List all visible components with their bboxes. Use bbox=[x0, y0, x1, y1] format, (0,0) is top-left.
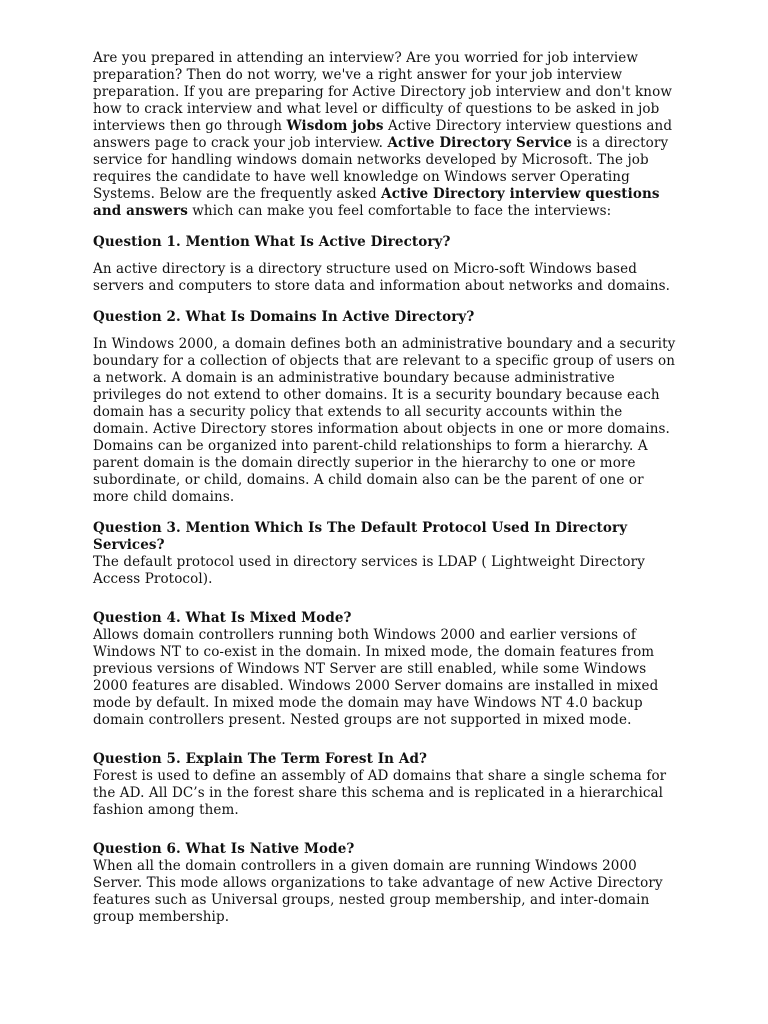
question-6-answer: When all the domain controllers in a given domain are running Windows 2000 Server. This mode allows organizations to take advantage of new Active Directory features such as Universal groups, nested group membership, and inter-domain group membership. bbox=[93, 858, 663, 925]
question-1-answer: An active directory is a directory structure used on Micro-soft Windows based servers and computers to store data and information about networks and domains. bbox=[93, 261, 671, 294]
intro-paragraph bbox=[93, 50, 678, 220]
question-1-title: Question 1. Mention What Is Active Directory? bbox=[93, 234, 451, 250]
intro-text-2: Active Directory interview questions and answers page to crack your job interview. bbox=[93, 118, 673, 151]
question-5-title: Question 5. Explain The Term Forest In Ad? bbox=[93, 751, 428, 767]
intro-text-4: which can make you feel comfortable to face the interviews: bbox=[187, 203, 612, 219]
question-2-answer-p1: In Windows 2000, a domain defines both an administrative boundary and a security boundary for a collection of objects that are relevant to a specific group of users on a network. A domain is an administrative boundary because administrative privileges do not extend to other domains. It is a security boundary because each domain has a security policy that extends to all security accounts within the domain. Active Directory stores information about objects in one or more domains. bbox=[93, 336, 676, 437]
question-6-title: Question 6. What Is Native Mode? bbox=[93, 841, 355, 857]
question-3-answer: The default protocol used in directory services is LDAP ( Lightweight Directory Access Protocol). bbox=[93, 554, 645, 587]
intro-text-3: is a directory service for handling windows domain networks developed by Microsoft. The job requires the candidate to have well knowledge on Windows server Operating Systems. Below are the frequently asked bbox=[93, 135, 669, 202]
question-4-answer: Allows domain controllers running both Windows 2000 and earlier versions of Windows NT to co-exist in the domain. In mixed mode, the domain features from previous versions of Windows NT Server are still enabled, while some Windows 2000 features are disabled. Windows 2000 Server domains are installed in mixed mode by default. In mixed mode the domain may have Windows NT 4.0 backup domain controllers present. Nested groups are not supported in mixed mode. bbox=[93, 627, 659, 728]
intro-bold-questions: Active Directory interview questions and answers bbox=[93, 186, 660, 219]
question-5-answer: Forest is used to define an assembly of AD domains that share a single schema for the AD. All DC’s in the forest share this schema and is replicated in a hierarchical fashion among them. bbox=[93, 768, 667, 818]
question-2-answer-p2: Domains can be organized into parent-child relationships to form a hierarchy. A parent domain is the domain directly superior in the hierarchy to one or more subordinate, or child, domains. A child domain also can be the parent of one or more child domains. bbox=[93, 438, 648, 505]
intro-bold-ads: Active Directory Service bbox=[387, 135, 572, 151]
intro-bold-wisdom-jobs: Wisdom jobs bbox=[286, 118, 384, 134]
question-4-title: Question 4. What Is Mixed Mode? bbox=[93, 610, 352, 626]
question-3-title: Question 3. Mention Which Is The Default Protocol Used In Directory Services? bbox=[93, 520, 628, 553]
intro-text-1: Are you prepared in attending an interview? Are you worried for job interview preparation? Then do not worry, we've a right answer for your job interview preparation. If you are preparing for Active Directory job interview and don't know how to crack interview and what level or difficulty of questions to be asked in job interviews then go through bbox=[93, 50, 672, 134]
question-2-title: Question 2. What Is Domains In Active Directory? bbox=[93, 309, 475, 325]
